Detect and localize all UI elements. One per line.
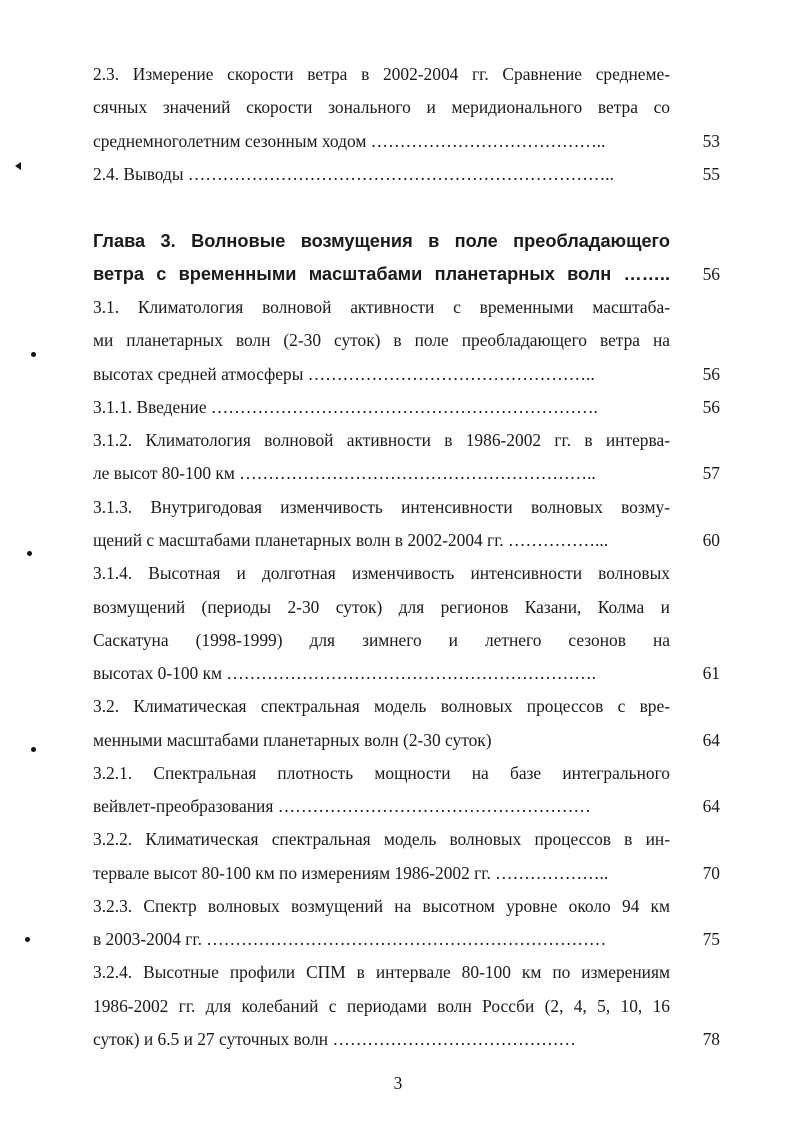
toc-line: 1986-2002 гг. для колебаний с периодами волн Россби (2, 4, 5, 10, 16 [93,996,670,1016]
chapter-heading: Глава 3. Волновые возмущения в поле преобладающего [93,231,670,251]
toc-line: 3.2.1. Спектральная плотность мощности на базе интегрального [93,763,670,783]
toc-line: тервале высот 80-100 км по измерениям 1986-2002 гг. ……………….. [93,863,609,883]
chapter-heading: ветра с временными масштабами планетарных волн …….. [93,264,670,284]
toc-line: 2.4. Выводы ……………………………………………………………….. [93,164,614,184]
toc-page-number: 60 [702,530,720,550]
toc-page-number: 64 [702,796,720,816]
toc-line: Саскатуна (1998-1999) для зимнего и летнего сезонов на [93,630,670,650]
toc-line: вейвлет-преобразования ……………………………………………… [93,796,591,816]
toc-page-number: 75 [702,929,720,949]
toc-page-number: 55 [702,164,720,184]
toc-line: высотах 0-100 км ………………………………………………………. [93,663,596,683]
toc-line: 3.1.1. Введение …………………………………………………………. [93,397,598,417]
toc-page-number: 56 [702,397,720,417]
toc-line: менными масштабами планетарных волн (2-30 суток) [93,730,492,750]
toc-line: 3.1.2. Климатология волновой активности в 1986-2002 гг. в интерва- [93,430,670,450]
toc-line: 3.2.3. Спектр волновых возмущений на высотном уровне около 94 км [93,896,670,916]
toc-line: 3.1.3. Внутригодовая изменчивость интенсивности волновых возму- [93,497,670,517]
toc-line: суток) и 6.5 и 27 суточных волн …………………………………… [93,1029,576,1049]
toc-line: 2.3. Измерение скорости ветра в 2002-2004 гг. Сравнение среднеме- [93,64,670,84]
toc-line: щений с масштабами планетарных волн в 2002-2004 гг. ……………... [93,530,609,550]
margin-mark [25,937,30,942]
toc-page-number: 57 [702,463,720,483]
toc-page-number: 64 [702,730,720,750]
toc-page-number: 56 [702,364,720,384]
toc-line: среднемноголетним сезонным ходом ………………………………….. [93,131,606,151]
toc-page-number: 78 [702,1029,720,1049]
margin-mark [31,352,36,357]
toc-line: 3.2. Климатическая спектральная модель волновых процессов с вре- [93,696,670,716]
toc-line: сячных значений скорости зонального и меридионального ветра со [93,97,670,117]
page-number: 3 [393,1073,403,1093]
margin-mark [15,162,21,170]
margin-mark [31,747,36,752]
toc-line: 3.2.2. Климатическая спектральная модель волновых процессов в ин- [93,829,670,849]
toc-line: 3.2.4. Высотные профили СПМ в интервале 80-100 км по измерениям [93,962,670,982]
toc-line: в 2003-2004 гг. …………………………………………………………… [93,929,607,949]
toc-page-number: 56 [702,264,720,284]
margin-mark [27,551,32,556]
toc-line: 3.1.4. Высотная и долготная изменчивость интенсивности волновых [93,563,670,583]
toc-line: ми планетарных волн (2-30 суток) в поле преобладающего ветра на [93,330,670,350]
toc-line: возмущений (периоды 2-30 суток) для регионов Казани, Колма и [93,597,670,617]
toc-line: высотах средней атмосферы ………………………………………….. [93,364,595,384]
toc-line: 3.1. Климатология волновой активности с временными масштаба- [93,297,670,317]
toc-page-number: 61 [702,663,720,683]
toc-page-number: 70 [702,863,720,883]
toc-line: ле высот 80-100 км …………………………………………………….. [93,463,596,483]
toc-page-number: 53 [702,131,720,151]
